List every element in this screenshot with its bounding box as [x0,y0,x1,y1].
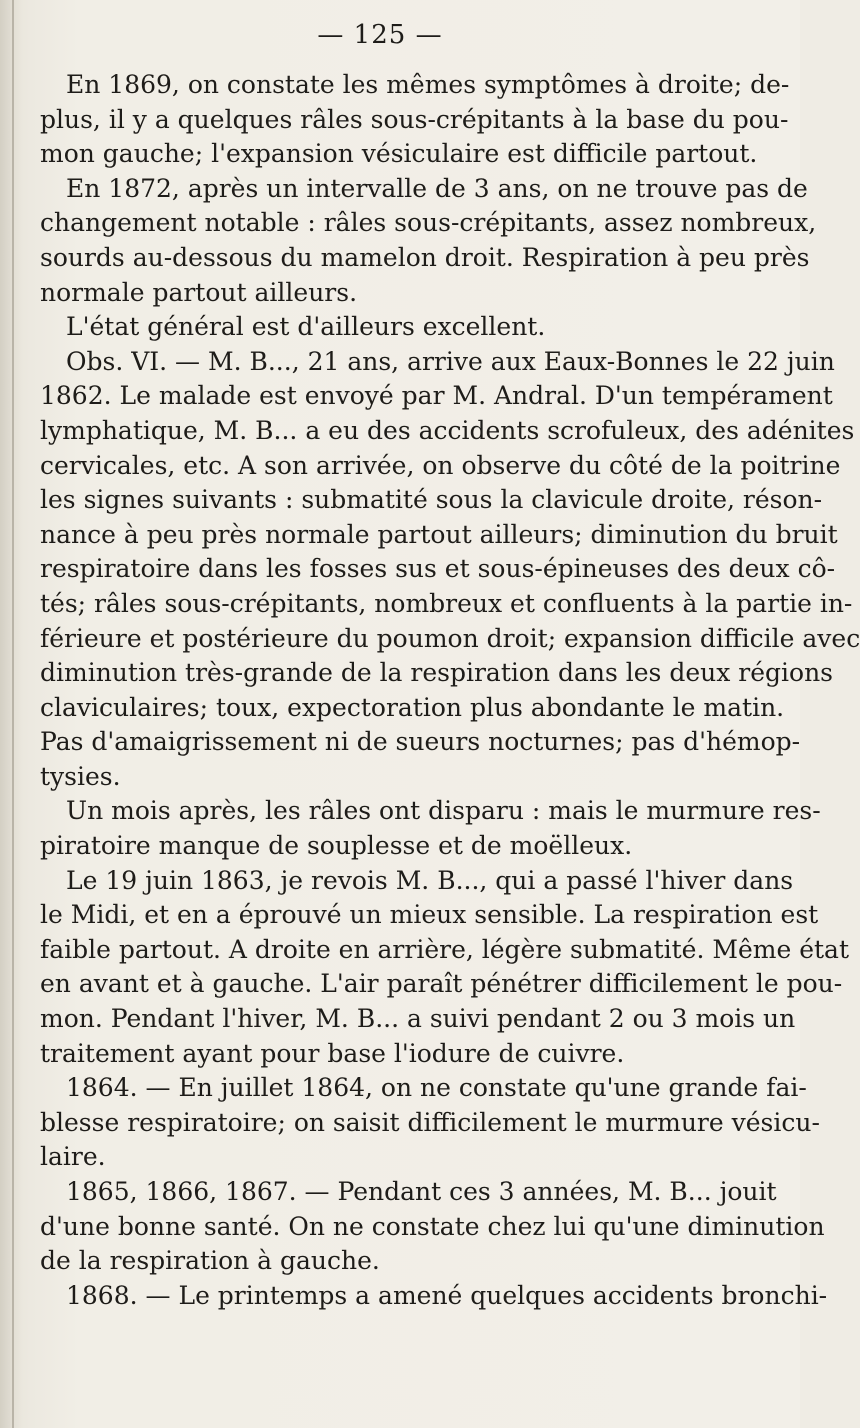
text-line: nance à peu près normale partout ailleurs; diminution du bruit [40,519,838,549]
text-line: le Midi, et en a éprouvé un mieux sensible. La respiration est [40,900,819,930]
text-line: cervicales, etc. A son arrivée, on observe du côté de la poitrine [40,450,841,480]
text-line: changement notable : râles sous-crépitants, assez nombreux, [40,208,817,238]
text-line: faible partout. A droite en arrière, légère submatité. Même état [40,934,849,964]
text-line: 1864. — En juillet 1864, on ne constate qu'une grande fai- [66,1073,807,1103]
text-line: En 1872, après un intervalle de 3 ans, on ne trouve pas de [66,173,808,203]
text-line: plus, il y a quelques râles sous-crépitants à la base du pou- [40,104,789,134]
text-line: tysies. [40,761,121,791]
body-text [40,68,860,1313]
page-number: — 125 — [317,20,443,50]
text-line: Le 19 juin 1863, je revois M. B..., qui a passé l'hiver dans [66,865,794,895]
text-line: mon. Pendant l'hiver, M. B... a suivi pendant 2 ou 3 mois un [40,1004,796,1034]
text-line: de la respiration à gauche. [40,1246,380,1276]
text-line: mon gauche; l'expansion vésiculaire est difficile partout. [40,139,758,169]
spine-line [12,0,14,1428]
text-line: En 1869, on constate les mêmes symptômes à droite; de- [66,70,790,99]
text-line: traitement ayant pour base l'iodure de cuivre. [40,1038,625,1068]
text-line: diminution très-grande de la respiration dans les deux régions [40,658,834,688]
text-line: férieure et postérieure du poumon droit; expansion difficile avec [40,623,860,653]
text-line: Un mois après, les râles ont disparu : mais le murmure res- [66,796,821,826]
text-line: tés; râles sous-crépitants, nombreux et confluents à la partie in- [40,588,853,618]
text-line: d'une bonne santé. On ne constate chez lui qu'une diminution [40,1211,825,1241]
text-line: Pas d'amaigrissement ni de sueurs nocturnes; pas d'hémop- [40,727,801,757]
text-line: les signes suivants : submatité sous la clavicule droite, réson- [40,485,823,515]
text-line: lymphatique, M. B... a eu des accidents scrofuleux, des adénites [40,415,855,445]
binding-shadow [0,0,22,1428]
text-line: claviculaires; toux, expectoration plus abondante le matin. [40,692,785,722]
text-line: respiratoire dans les fosses sus et sous-épineuses des deux cô- [40,554,836,584]
text-line: L'état général est d'ailleurs excellent. [66,312,546,342]
text-line: sourds au-dessous du mamelon droit. Respiration à peu près [40,242,810,272]
text-line: 1862. Le malade est envoyé par M. Andral. D'un tempérament [40,381,833,411]
text-line: 1865, 1866, 1867. — Pendant ces 3 années, M. B... jouit [66,1177,777,1206]
text-line: en avant et à gauche. L'air paraît pénétrer difficilement le pou- [40,969,843,999]
text-line: piratoire manque de souplesse et de moëlleux. [40,831,633,861]
text-line: blesse respiratoire; on saisit difficilement le murmure vésicu- [40,1107,820,1137]
text-line: 1868. — Le printemps a amené quelques accidents bronchi- [66,1280,828,1310]
text-line: laire. [40,1142,106,1172]
text-line: normale partout ailleurs. [40,277,358,307]
text-line: Obs. VI. — M. B..., 21 ans, arrive aux Eaux-Bonnes le 22 juin [66,346,835,376]
